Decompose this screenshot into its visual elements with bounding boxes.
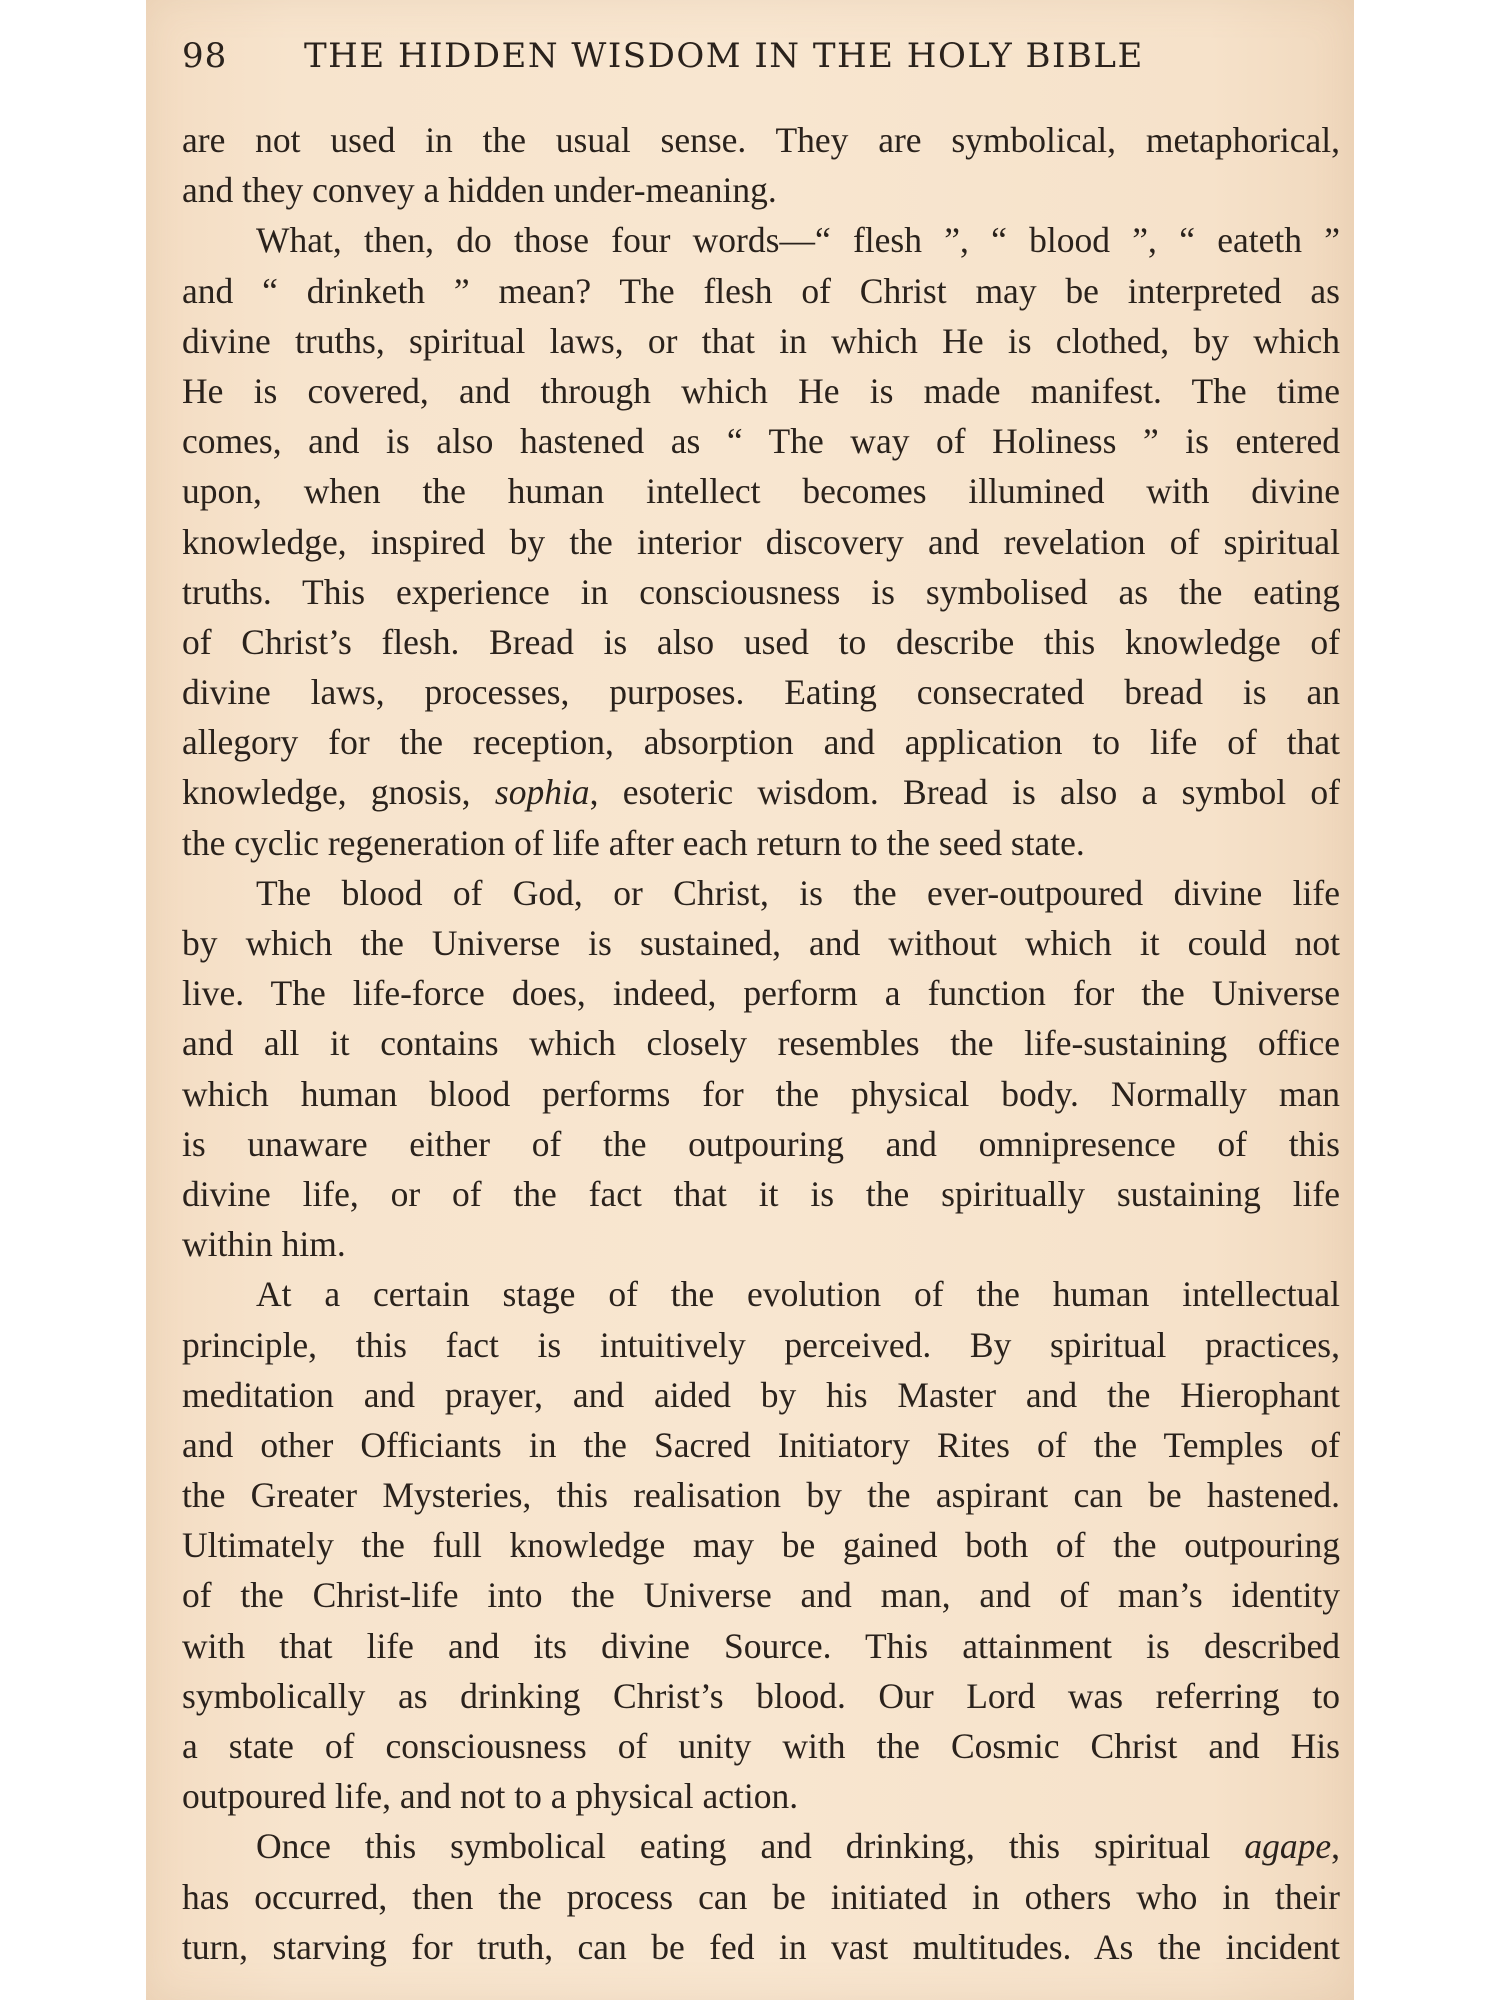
text-line: which human blood performs for the physical body. Normally man bbox=[182, 1073, 1340, 1114]
text-line: and other Officiants in the Sacred Initiatory Rites of the Temples of bbox=[182, 1424, 1340, 1465]
running-title: THE HIDDEN WISDOM IN THE HOLY BIBLE bbox=[304, 36, 1144, 76]
text-line: are not used in the usual sense. They are symbolical, metaphorical, bbox=[182, 120, 1340, 160]
text-segment: , esoteric wisdom. Bread is also a symbol of bbox=[589, 772, 1341, 813]
text-line: is unaware either of the outpouring and omnipresence of this bbox=[182, 1123, 1340, 1164]
text-line: upon, when the human intellect becomes illumined with divine bbox=[182, 471, 1340, 512]
text-segment: knowledge, gnosis, bbox=[182, 772, 471, 813]
text-line: divine truths, spiritual laws, or that in which He is clothed, by which bbox=[182, 320, 1340, 361]
body-text bbox=[182, 115, 1340, 1972]
text-line: principle, this fact is intuitively perceived. By spiritual practices, bbox=[182, 1324, 1340, 1365]
text-line: What, then, do those four words—“ flesh ”, “ blood ”, “ eateth ” bbox=[256, 220, 1340, 261]
page-number: 98 bbox=[182, 36, 228, 76]
text-line: divine laws, processes, purposes. Eating consecrated bread is an bbox=[182, 672, 1340, 713]
text-line: within him. bbox=[182, 1224, 346, 1265]
text-line: a state of consciousness of unity with the Cosmic Christ and His bbox=[182, 1726, 1340, 1766]
text-line: allegory for the reception, absorption and application to life of that bbox=[182, 722, 1340, 763]
text-line: He is covered, and through which He is made manifest. The time bbox=[182, 370, 1340, 411]
text-line-with-italic bbox=[182, 1821, 1340, 1871]
text-line: turn, starving for truth, can be fed in vast multitudes. As the incident bbox=[182, 1926, 1340, 1967]
text-line: Ultimately the full knowledge may be gained both of the outpouring bbox=[182, 1525, 1340, 1566]
text-line: and they convey a hidden under-meaning. bbox=[182, 170, 777, 211]
text-line: truths. This experience in consciousness is symbolised as the eating bbox=[182, 571, 1340, 612]
text-line: knowledge, inspired by the interior discovery and revelation of spiritual bbox=[182, 521, 1340, 562]
text-line: of Christ’s flesh. Bread is also used to describe this knowledge of bbox=[182, 621, 1340, 662]
text-line: of the Christ-life into the Universe and man, and of man’s identity bbox=[182, 1575, 1340, 1616]
text-segment: , bbox=[1331, 1826, 1341, 1867]
text-line: with that life and its divine Source. This attainment is described bbox=[182, 1625, 1340, 1666]
text-line: meditation and prayer, and aided by his Master and the Hierophant bbox=[182, 1374, 1340, 1415]
italic-term-sophia: sophia bbox=[494, 772, 590, 813]
text-line: symbolically as drinking Christ’s blood. Our Lord was referring to bbox=[182, 1675, 1340, 1716]
text-line: the cyclic regeneration of life after each return to the seed state. bbox=[182, 822, 1085, 863]
text-line: At a certain stage of the evolution of the human intellectual bbox=[256, 1274, 1340, 1315]
text-line-with-italic bbox=[182, 767, 1340, 817]
text-line: by which the Universe is sustained, and without which it could not bbox=[182, 923, 1340, 963]
text-line: the Greater Mysteries, this realisation by the aspirant can be hastened. bbox=[182, 1475, 1340, 1516]
italic-term-agape: agape bbox=[1244, 1826, 1332, 1867]
text-line: outpoured life, and not to a physical action. bbox=[182, 1776, 799, 1817]
text-line: live. The life-force does, indeed, perform a function for the Universe bbox=[182, 973, 1340, 1014]
text-line: has occurred, then the process can be initiated in others who in their bbox=[182, 1876, 1340, 1917]
text-line: The blood of God, or Christ, is the ever-outpoured divine life bbox=[256, 872, 1340, 913]
text-line: and “ drinketh ” mean? The flesh of Christ may be interpreted as bbox=[182, 270, 1340, 311]
text-line: divine life, or of the fact that it is the spiritually sustaining life bbox=[182, 1173, 1340, 1214]
text-line: and all it contains which closely resembles the life-sustaining office bbox=[182, 1023, 1340, 1064]
text-segment: Once this symbolical eating and drinking, this spiritual bbox=[256, 1826, 1211, 1867]
page-header bbox=[182, 36, 1342, 86]
book-page bbox=[146, 0, 1354, 2000]
text-line: comes, and is also hastened as “ The way of Holiness ” is entered bbox=[182, 421, 1340, 462]
